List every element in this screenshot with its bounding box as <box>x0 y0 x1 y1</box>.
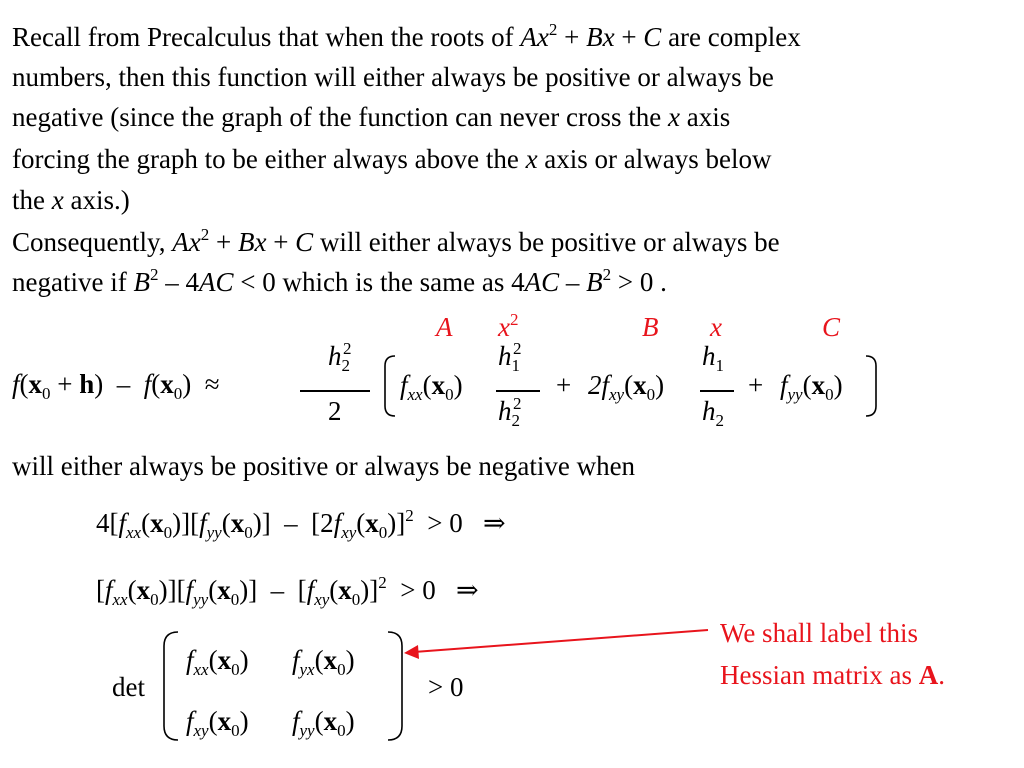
note-line-2: Hessian matrix as A. <box>720 660 945 690</box>
taylor-lhs: $f(x_0 + h) - f(x_0)$ ≈ <box>12 369 220 403</box>
paragraph-1-line-2: numbers, then this function will either always be positive or always be <box>12 62 774 92</box>
paragraph-1-line-4: forcing the graph to be either always above the x axis or always below <box>12 144 772 174</box>
fyy-term: $f_{yy}(x_0)$ <box>780 370 843 404</box>
plus-2: + <box>748 370 764 400</box>
h2: $h_2$ <box>702 396 724 430</box>
taylor-frac-denominator: 2 <box>328 396 342 426</box>
condition-text: will either always be positive or always be negative when <box>12 451 636 481</box>
fxx-term: $f_{xx}(x_0)$ <box>400 370 463 404</box>
h2-squared: $h_2^2$ <box>498 394 522 430</box>
matrix-entry-11: $f_{xx}(x_0)$ <box>186 645 249 679</box>
h1: $h_1$ <box>702 341 724 375</box>
annotation-x: x <box>710 312 722 342</box>
note-line-1: We shall label this <box>720 618 919 648</box>
taylor-frac-numerator: $h_2^2$ <box>328 339 352 375</box>
fxy-term: $2f_{xy}(x_0)$ <box>588 370 665 404</box>
annotation-A: A <box>436 312 453 342</box>
matrix-entry-22: $f_{yy}(x_0)$ <box>292 706 355 740</box>
matrix-entry-12: $f_{yx}(x_0)$ <box>292 645 355 679</box>
det-label: det <box>112 672 145 702</box>
matrix-entry-21: $f_{xy}(x_0)$ <box>186 706 249 740</box>
paragraph-1-line-1: Recall from Precalculus that when the roots of Ax$^2$ + Bx + C are complex <box>12 20 801 52</box>
det-gt-zero: > 0 <box>428 672 464 702</box>
paragraph-1-line-5: the x axis.) <box>12 185 130 215</box>
paragraph-2-line-2: negative if $B^2 - 4AC < 0$ which is the same as $4AC - B^2 > 0$ . <box>12 265 667 297</box>
paragraph-2-line-1: Consequently, Ax$^2$ + Bx + C will either always be positive or always be <box>12 225 780 257</box>
inequality-1: $4[f_{xx}(x_0)][f_{yy}(x_0)] - [2f_{xy}(x_0)]^2 > 0$ ⇒ <box>96 506 506 542</box>
inequality-2: $[f_{xx}(x_0)][f_{yy}(x_0)] - [f_{xy}(x_0)]^2 > 0$ ⇒ <box>96 573 479 609</box>
annotation-B: B <box>642 312 659 342</box>
annotation-C: C <box>822 312 841 342</box>
h1-squared: $h_1^2$ <box>498 339 522 375</box>
annotation-x-squared: $x^2$ <box>498 310 519 342</box>
plus-1: + <box>556 370 572 400</box>
paragraph-1-line-3: negative (since the graph of the function can never cross the x axis <box>12 102 731 132</box>
